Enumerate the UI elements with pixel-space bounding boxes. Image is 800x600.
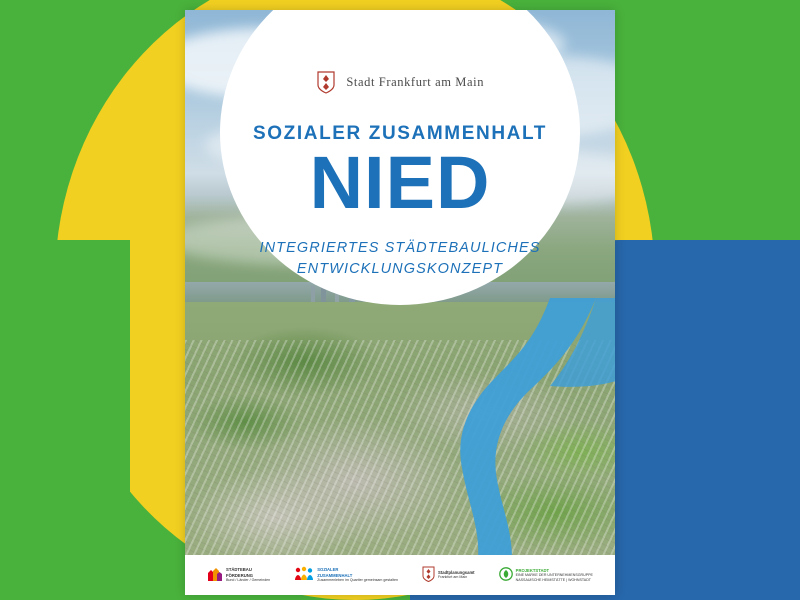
logo-line-2: EINE MARKE DER UNTERNEHMENSGRUPPE	[515, 573, 593, 578]
logo-line-2: ZUSAMMENHALT	[317, 572, 353, 578]
logo-line-3: NASSAUISCHE HEIMSTÄTTE | WOHNSTADT	[515, 577, 591, 582]
sozialer-zusammenhalt-logo-text	[317, 567, 398, 582]
cover-headline: NIED	[309, 141, 491, 224]
staedtebaufoerderung-logo-text	[226, 567, 270, 582]
logo-line-1: Stadtplanungsamt	[438, 570, 475, 575]
publisher-text: Stadt Frankfurt am Main	[346, 74, 485, 89]
logo-line-1: STÄDTEBAU	[226, 567, 252, 573]
staedtebaufoerderung-logo	[207, 566, 270, 583]
logo-line-3: Bund / Länder / Gemeinden	[226, 578, 271, 583]
background-green-bottom-left	[0, 240, 130, 600]
frankfurt-crest-icon	[316, 70, 336, 94]
cover-photo	[185, 10, 615, 555]
publisher-line	[185, 70, 615, 94]
houses-icon	[207, 566, 223, 583]
frankfurt-crest-icon	[422, 566, 435, 583]
logo-line-3: Zusammenleben im Quartier gemeinsam gestalten	[317, 578, 398, 583]
cover-subtitle-line2: ENTWICKLUNGSKONZEPT	[296, 261, 504, 278]
projektstadt-logo-text	[516, 568, 593, 582]
stadt-frankfurt-logo-text	[438, 570, 475, 580]
cover-subtitle	[185, 238, 615, 280]
document-cover	[185, 10, 615, 595]
footer-logo-strip	[185, 555, 615, 595]
leaf-icon	[499, 567, 513, 582]
logo-line-1: SOZIALER	[317, 567, 339, 573]
people-icon	[294, 566, 314, 583]
stadt-frankfurt-logo	[422, 566, 475, 583]
cover-kicker: SOZIALER ZUSAMMENHALT	[253, 123, 547, 144]
logo-line-2: FÖRDERUNG	[226, 572, 254, 578]
cover-subtitle-line1: INTEGRIERTES STÄDTEBAULICHES	[259, 240, 541, 256]
logo-line-1: PROJEKTSTADT	[515, 567, 550, 573]
logo-line-2: Frankfurt am Main	[438, 575, 468, 580]
river-main	[400, 298, 615, 555]
sozialer-zusammenhalt-logo	[294, 566, 398, 583]
projektstadt-logo	[499, 567, 593, 582]
